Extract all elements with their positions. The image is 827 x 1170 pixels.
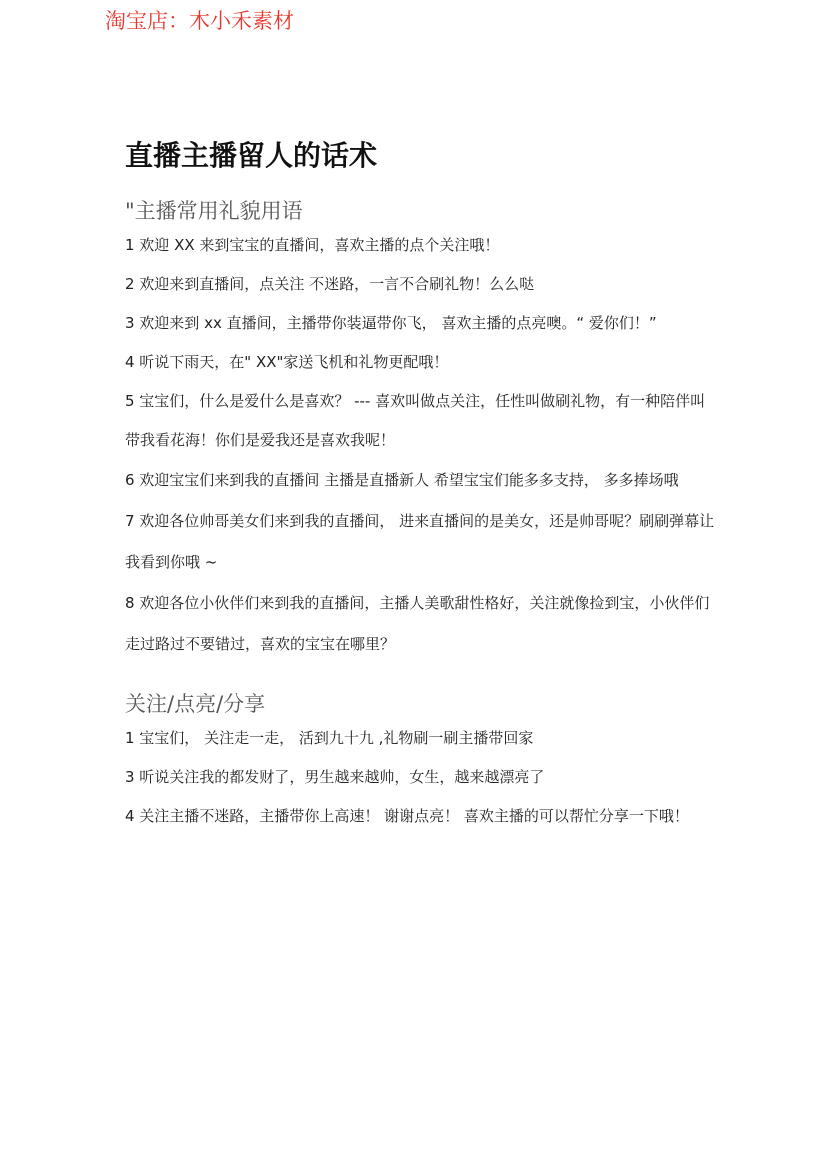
follow-share-phrase-list: [125, 719, 715, 836]
shop-watermark: 淘宝店：木小禾素材: [105, 9, 294, 33]
list-item: 4 关注主播不迷路，主播带你上高速！ 谢谢点亮！ 喜欢主播的可以帮忙分享一下哦！: [125, 807, 689, 825]
list-item: 7 欢迎各位帅哥美女们来到我的直播间， 进来直播间的是美女，还是帅哥呢？刷刷弹幕让我看到你哦 ~: [125, 512, 715, 571]
list-item: 2 欢迎来到直播间，点关注 不迷路，一言不合刷礼物！么么哒: [125, 275, 535, 293]
list-item: 1 宝宝们， 关注走一走， 活到九十九 ,礼物刷一刷主播带回家: [125, 729, 534, 747]
list-item: 4 听说下雨天，在" XX"家送飞机和礼物更配哦！: [125, 353, 449, 371]
document-body: [125, 136, 715, 836]
list-item: 3 欢迎来到 xx 直播间，主播带你装逼带你飞， 喜欢主播的点亮噢。“ 爱你们！”: [125, 314, 657, 332]
list-item: 8 欢迎各位小伙伴们来到我的直播间，主播人美歌甜性格好，关注就像捡到宝，小伙伴们走过路过不要错过，喜欢的宝宝在哪里？: [125, 594, 710, 653]
etiquette-phrase-list: [125, 226, 715, 665]
list-item: 3 听说关注我的都发财了，男生越来越帅，女生，越来越漂亮了: [125, 768, 545, 786]
section-heading-etiquette: "主播常用礼貌用语: [125, 199, 303, 223]
list-item: 5 宝宝们，什么是爱什么是喜欢？ --- 喜欢叫做点关注，任性叫做刷礼物，有一种陪伴叫带我看花海！你们是爱我还是喜欢我呢！: [125, 392, 706, 449]
document-title: 直播主播留人的话术: [125, 139, 378, 172]
section-heading-follow-share: 关注/点亮/分享: [125, 692, 266, 716]
list-item: 1 欢迎 XX 来到宝宝的直播间，喜欢主播的点个关注哦！: [125, 236, 500, 254]
list-item: 6 欢迎宝宝们来到我的直播间 主播是直播新人 希望宝宝们能多多支持， 多多捧场哦: [125, 471, 679, 489]
